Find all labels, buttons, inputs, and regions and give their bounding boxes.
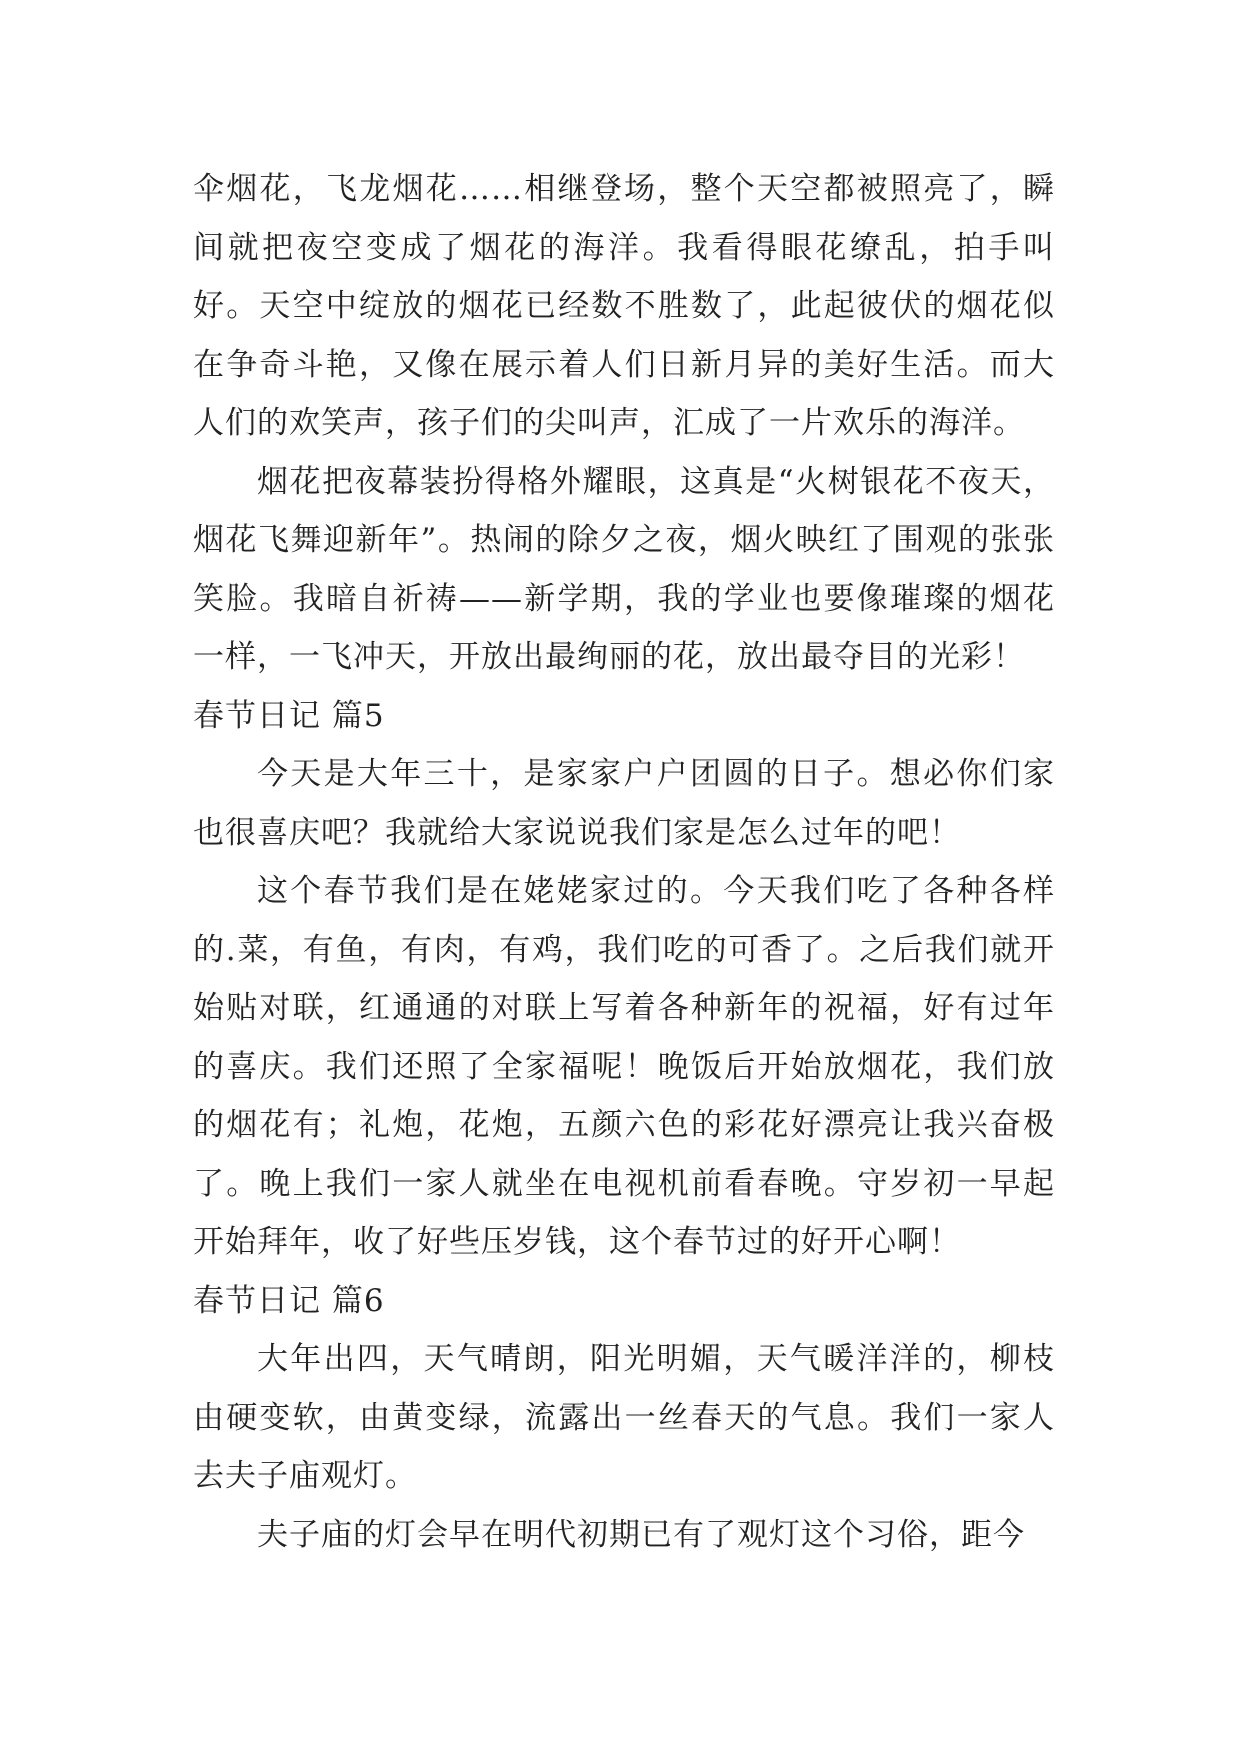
paragraph-fireworks-continued: 伞烟花，飞龙烟花……相继登场，整个天空都被照亮了，瞬间就把夜空变成了烟花的海洋。我看得眼花缭乱，拍手叫好。天空中绽放的烟花已经数不胜数了，此起彼伏的烟花似在争奇斗艳，又像在展示着人们日新月异的美好生活。而大人们的欢笑声，孩子们的尖叫声，汇成了一片欢乐的海洋。 [193, 171, 1055, 441]
document-page [193, 160, 1055, 1564]
paragraph-new-year-eve: 今天是大年三十，是家家户户团圆的日子。想必你们家也很喜庆吧？我就给大家说说我们家是怎么过年的吧！ [193, 756, 1055, 851]
section-heading-5: 春节日记 篇5 [193, 697, 385, 734]
section-heading-6: 春节日记 篇6 [193, 1282, 385, 1319]
paragraph-fireworks-ending: 烟花把夜幕装扮得格外耀眼，这真是“火树银花不夜天，烟花飞舞迎新年”。热闹的除夕之夜，烟火映红了围观的张张笑脸。我暗自祈祷——新学期，我的学业也要像璀璨的烟花一样，一飞冲天，开放出最绚丽的花，放出最夺目的光彩！ [193, 463, 1055, 675]
paragraph-grandma-house: 这个春节我们是在姥姥家过的。今天我们吃了各种各样的.菜，有鱼，有肉，有鸡，我们吃的可香了。之后我们就开始贴对联，红通通的对联上写着各种新年的祝福，好有过年的喜庆。我们还照了全家福呢！晚饭后开始放烟花，我们放的烟花有；礼炮，花炮，五颜六色的彩花好漂亮让我兴奋极了。晚上我们一家人就坐在电视机前看春晚。守岁初一早起开始拜年，收了好些压岁钱，这个春节过的好开心啊！ [193, 873, 1055, 1260]
paragraph-lantern-fair: 夫子庙的灯会早在明代初期已有了观灯这个习俗，距今 [257, 1516, 1025, 1553]
paragraph-fourth-day: 大年出四，天气晴朗，阳光明媚，天气暖洋洋的，柳枝由硬变软，由黄变绿，流露出一丝春天的气息。我们一家人去夫子庙观灯。 [193, 1341, 1055, 1494]
